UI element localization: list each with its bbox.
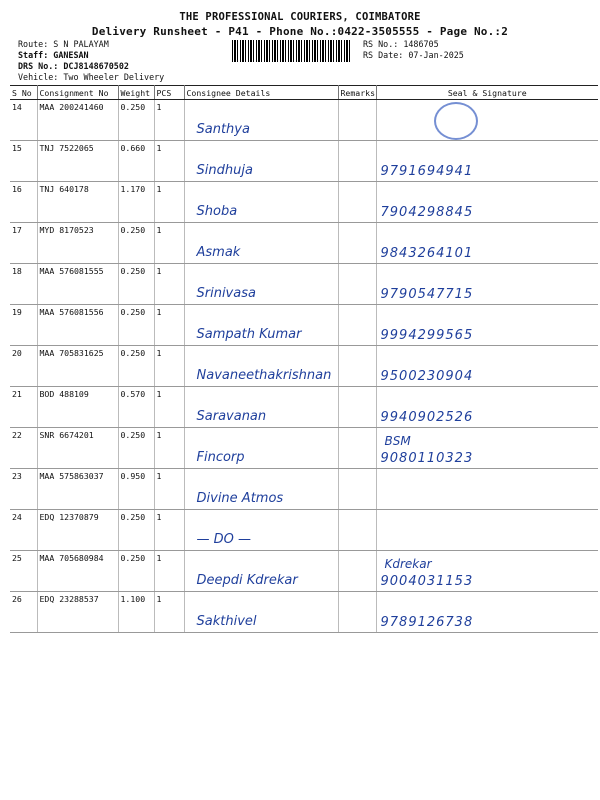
row-sno: 17 <box>10 223 37 264</box>
row-signature <box>376 264 598 305</box>
phone-handwriting: 9004031153 <box>380 574 474 589</box>
row-remarks <box>338 182 376 223</box>
row-pcs: 1 <box>154 592 184 633</box>
table-row <box>10 551 598 592</box>
row-remarks <box>338 428 376 469</box>
row-sno: 18 <box>10 264 37 305</box>
table-row <box>10 100 598 141</box>
phone-handwriting: 9791694941 <box>380 164 474 179</box>
row-remarks <box>338 141 376 182</box>
row-signature <box>376 469 598 510</box>
col-header-sno: S No <box>10 86 37 100</box>
row-remarks <box>338 551 376 592</box>
table-row <box>10 141 598 182</box>
col-header-pcs: PCS <box>154 86 184 100</box>
table-row <box>10 428 598 469</box>
row-sno: 15 <box>10 141 37 182</box>
row-pcs: 1 <box>154 141 184 182</box>
row-sno: 23 <box>10 469 37 510</box>
row-pcs: 1 <box>154 551 184 592</box>
row-consignee <box>184 141 338 182</box>
row-consignee <box>184 264 338 305</box>
row-consignee <box>184 428 338 469</box>
row-pcs: 1 <box>154 387 184 428</box>
row-signature <box>376 346 598 387</box>
row-pcs: 1 <box>154 469 184 510</box>
row-consignee <box>184 469 338 510</box>
consignee-handwriting: Santhya <box>196 122 250 137</box>
row-pcs: 1 <box>154 182 184 223</box>
row-pcs: 1 <box>154 305 184 346</box>
row-consignment-no: TNJ 7522065 <box>37 141 118 182</box>
row-signature <box>376 387 598 428</box>
consignee-handwriting: Shoba <box>196 204 238 219</box>
row-remarks <box>338 305 376 346</box>
row-signature <box>376 428 598 469</box>
row-remarks <box>338 346 376 387</box>
row-pcs: 1 <box>154 428 184 469</box>
row-pcs: 1 <box>154 100 184 141</box>
runsheet-subtitle: Delivery Runsheet - P41 - Phone No.:0422-3505555 - Page No.:2 <box>91 25 509 38</box>
row-signature <box>376 100 598 141</box>
row-weight: 0.250 <box>118 510 154 551</box>
seal-stamp <box>434 102 478 140</box>
delivery-table <box>10 85 598 633</box>
consignee-handwriting: Sindhuja <box>196 163 253 178</box>
runsheet-meta-right <box>363 39 464 61</box>
consignee-handwriting: Deepdi Kdrekar <box>196 573 298 588</box>
row-signature <box>376 510 598 551</box>
row-consignee <box>184 551 338 592</box>
row-consignment-no: MAA 705831625 <box>37 346 118 387</box>
row-consignee <box>184 510 338 551</box>
row-weight: 0.250 <box>118 100 154 141</box>
vehicle-label: Vehicle: Two Wheeler Delivery <box>18 72 165 82</box>
row-consignee <box>184 592 338 633</box>
barcode-image <box>232 40 350 62</box>
row-signature <box>376 141 598 182</box>
row-consignment-no: MYD 8170523 <box>37 223 118 264</box>
col-header-signature: Seal & Signature <box>376 86 598 100</box>
row-remarks <box>338 469 376 510</box>
table-row <box>10 469 598 510</box>
row-consignee <box>184 387 338 428</box>
row-consignment-no: MAA 575863037 <box>37 469 118 510</box>
row-sno: 22 <box>10 428 37 469</box>
row-signature <box>376 223 598 264</box>
phone-handwriting: 9789126738 <box>380 615 474 630</box>
col-header-consignment: Consignment No <box>37 86 118 100</box>
table-row <box>10 264 598 305</box>
row-pcs: 1 <box>154 510 184 551</box>
phone-handwriting: 7904298845 <box>380 205 474 220</box>
row-pcs: 1 <box>154 264 184 305</box>
row-consignee <box>184 305 338 346</box>
table-row <box>10 182 598 223</box>
runsheet-meta-left <box>18 39 164 83</box>
row-remarks <box>338 223 376 264</box>
consignee-handwriting: Asmak <box>196 245 241 260</box>
phone-handwriting: 9790547715 <box>380 287 474 302</box>
phone-handwriting: 9500230904 <box>380 369 474 384</box>
col-header-remarks: Remarks <box>338 86 376 100</box>
row-consignment-no: TNJ 640178 <box>37 182 118 223</box>
signature-handwriting: BSM <box>384 434 411 448</box>
row-consignment-no: MAA 576081555 <box>37 264 118 305</box>
row-sno: 26 <box>10 592 37 633</box>
row-weight: 0.250 <box>118 223 154 264</box>
row-pcs: 1 <box>154 223 184 264</box>
row-signature <box>376 592 598 633</box>
row-weight: 0.250 <box>118 428 154 469</box>
row-consignee <box>184 223 338 264</box>
company-title: THE PROFESSIONAL COURIERS, COIMBATORE <box>179 11 421 23</box>
row-remarks <box>338 387 376 428</box>
phone-handwriting: 9940902526 <box>380 410 474 425</box>
row-weight: 0.570 <box>118 387 154 428</box>
row-weight: 0.250 <box>118 305 154 346</box>
consignee-handwriting: Fincorp <box>196 450 245 465</box>
row-sno: 16 <box>10 182 37 223</box>
table-row <box>10 510 598 551</box>
row-consignment-no: MAA 576081556 <box>37 305 118 346</box>
consignee-handwriting: Navaneethakrishnan <box>196 368 332 383</box>
rs-date: RS Date: 07-Jan-2025 <box>363 50 464 60</box>
row-remarks <box>338 592 376 633</box>
table-row <box>10 305 598 346</box>
table-row <box>10 592 598 633</box>
consignee-handwriting: — DO — <box>196 532 252 547</box>
row-weight: 1.100 <box>118 592 154 633</box>
row-weight: 0.250 <box>118 551 154 592</box>
consignee-handwriting: Saravanan <box>196 409 267 424</box>
row-sno: 25 <box>10 551 37 592</box>
consignee-handwriting: Sakthivel <box>196 614 257 629</box>
signature-handwriting: Kdrekar <box>384 557 432 571</box>
phone-handwriting: 9843264101 <box>380 246 474 261</box>
row-weight: 0.250 <box>118 346 154 387</box>
route-label: Route: S N PALAYAM <box>18 39 109 49</box>
col-header-consignee: Consignee Details <box>184 86 338 100</box>
row-consignment-no: MAA 705680984 <box>37 551 118 592</box>
phone-handwriting: 9080110323 <box>380 451 474 466</box>
row-remarks <box>338 510 376 551</box>
row-sno: 24 <box>10 510 37 551</box>
rs-number: RS No.: 1486705 <box>363 39 439 49</box>
row-pcs: 1 <box>154 346 184 387</box>
row-weight: 0.660 <box>118 141 154 182</box>
consignee-handwriting: Srinivasa <box>196 286 256 301</box>
table-row <box>10 387 598 428</box>
row-sno: 19 <box>10 305 37 346</box>
row-weight: 1.170 <box>118 182 154 223</box>
table-row <box>10 223 598 264</box>
consignee-handwriting: Divine Atmos <box>196 491 284 506</box>
row-weight: 0.250 <box>118 264 154 305</box>
row-consignment-no: MAA 200241460 <box>37 100 118 141</box>
row-consignee <box>184 100 338 141</box>
row-consignee <box>184 346 338 387</box>
row-signature <box>376 551 598 592</box>
table-header-row <box>10 86 598 100</box>
phone-handwriting: 9994299565 <box>380 328 474 343</box>
row-consignee <box>184 182 338 223</box>
row-consignment-no: SNR 6674201 <box>37 428 118 469</box>
row-weight: 0.950 <box>118 469 154 510</box>
row-signature <box>376 182 598 223</box>
row-sno: 21 <box>10 387 37 428</box>
row-consignment-no: EDQ 12370879 <box>37 510 118 551</box>
consignee-handwriting: Sampath Kumar <box>196 327 302 342</box>
row-sno: 14 <box>10 100 37 141</box>
table-row <box>10 346 598 387</box>
row-sno: 20 <box>10 346 37 387</box>
row-consignment-no: BOD 488109 <box>37 387 118 428</box>
row-consignment-no: EDQ 23288537 <box>37 592 118 633</box>
row-signature <box>376 305 598 346</box>
row-remarks <box>338 264 376 305</box>
row-remarks <box>338 100 376 141</box>
staff-label: Staff: GANESAN <box>18 50 89 60</box>
col-header-weight: Weight <box>118 86 154 100</box>
drs-label: DRS No.: DCJ8148670502 <box>18 61 129 71</box>
